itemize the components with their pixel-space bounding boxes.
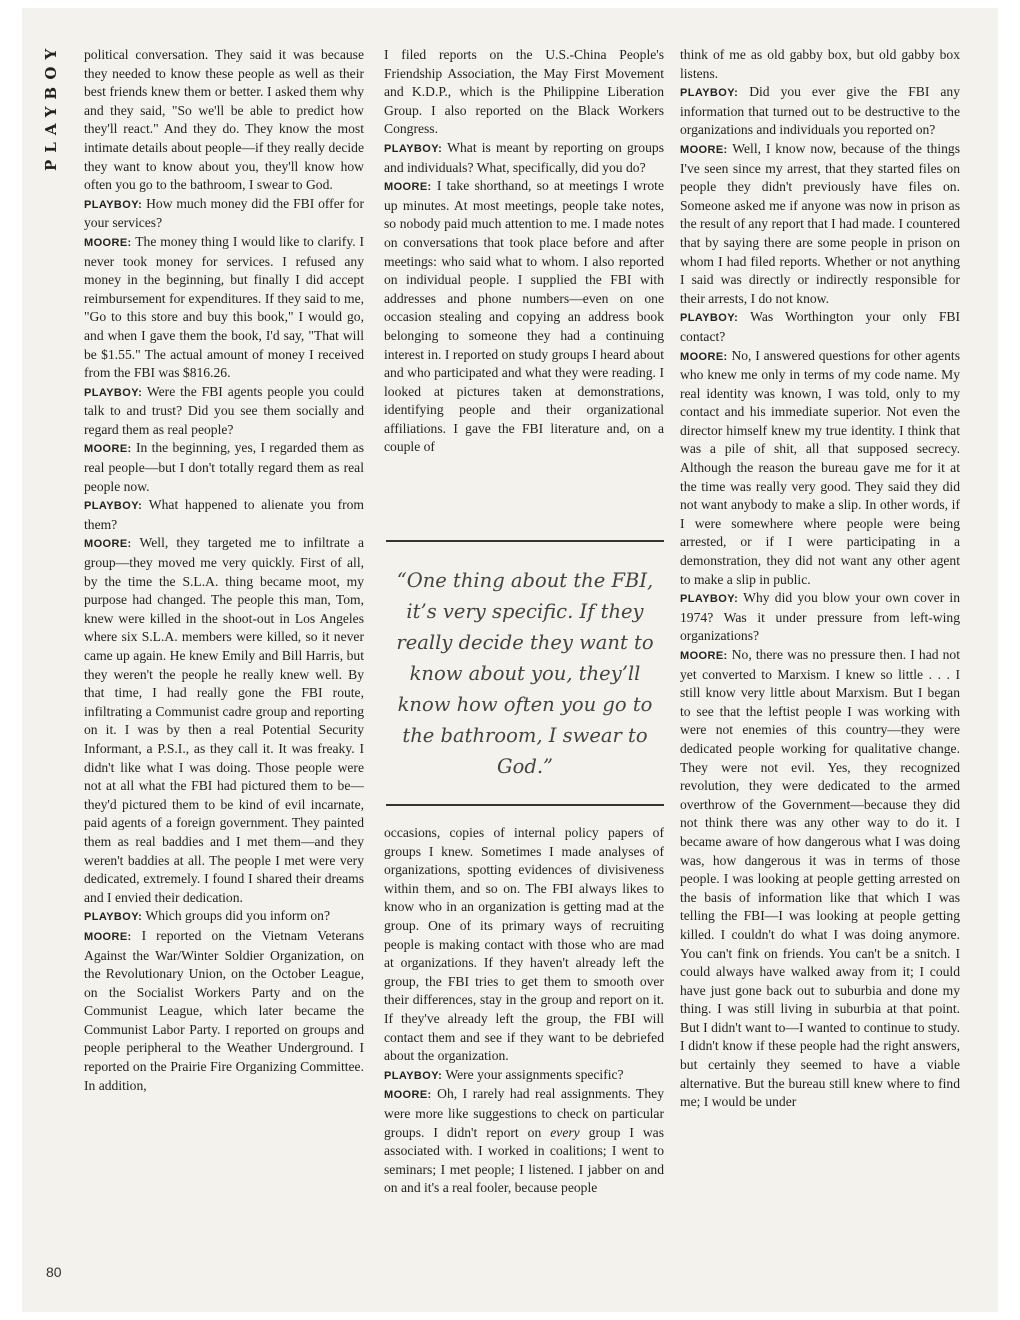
- paragraph: think of me as old gabby box, but old gabby box listens.: [680, 47, 960, 81]
- interview-question: [680, 83, 960, 140]
- interview-answer: [680, 140, 960, 308]
- speaker-label: PLAYBOY:: [680, 312, 739, 325]
- magazine-side-title: PLAYBOY: [42, 42, 60, 172]
- interview-question: [84, 383, 364, 440]
- interview-question: [384, 1066, 664, 1086]
- speaker-label: MOORE:: [384, 1089, 432, 1102]
- answer-text: Well, I know now, because of the things I've seen since my arrest, that they started files on people they didn't previously have files on. Someone asked me if anyone was now in prison as the result of any report that I had made. I countered that by saying there are some people in prison on whom I had filed reports. Whether or not anything I said was directly or indirectly responsible for their arrests, I do not know.: [680, 140, 960, 306]
- interview-answer: [84, 233, 364, 383]
- question-text: Were the FBI agents people you could talk to and trust? Did you see them socially and regard them as real people?: [84, 383, 364, 437]
- speaker-label: PLAYBOY:: [384, 142, 443, 155]
- interview-question: [680, 589, 960, 646]
- speaker-label: PLAYBOY:: [384, 1069, 443, 1082]
- question-text: What is meant by reporting on groups and individuals? What, specifically, did you do?: [384, 139, 664, 175]
- speaker-label: MOORE:: [84, 236, 132, 249]
- interview-answer: [384, 1085, 664, 1198]
- interview-answer: [680, 347, 960, 590]
- speaker-label: PLAYBOY:: [84, 500, 143, 513]
- text-column-2-top: [384, 46, 664, 457]
- speaker-label: MOORE:: [84, 538, 132, 551]
- question-text: Were your assignments specific?: [445, 1066, 624, 1082]
- speaker-label: PLAYBOY:: [680, 593, 739, 606]
- interview-question: [84, 195, 364, 233]
- speaker-label: MOORE:: [680, 650, 728, 662]
- interview-answer: [84, 439, 364, 496]
- text-column-3: [680, 46, 960, 1112]
- interview-answer: [680, 646, 960, 1112]
- speaker-label: MOORE:: [680, 143, 728, 156]
- emphasized-word: every: [550, 1124, 580, 1140]
- interview-answer: [84, 534, 364, 907]
- speaker-label: MOORE:: [84, 930, 132, 943]
- answer-text: In the beginning, yes, I regarded them as real people—but I don't totally regard them as real people now.: [84, 440, 364, 494]
- question-text: Was Worthington your only FBI contact?: [680, 309, 960, 344]
- interview-answer: [384, 177, 664, 457]
- answer-text: Oh, I rarely had real assignments. They were more like suggestions to check on particular groups. I didn't report on: [384, 1086, 664, 1140]
- text-column-1: [84, 46, 364, 1095]
- interview-question: [84, 496, 364, 534]
- speaker-label: MOORE:: [384, 181, 432, 194]
- page-number: 80: [46, 1264, 62, 1280]
- text-column-2-bottom: [384, 824, 664, 1198]
- question-text: Did you ever give the FBI any information that turned out to be destructive to the organizations and individuals you reported on?: [680, 84, 961, 138]
- question-text: What happened to alienate you from them?: [84, 497, 364, 532]
- speaker-label: PLAYBOY:: [84, 911, 143, 924]
- pull-quote: “One thing about the FBI, it’s very specific. If they really decide they want to know about you, they’ll know how often you go to the bathroom, I swear to God.”: [396, 568, 654, 778]
- interview-answer: [84, 927, 364, 1095]
- answer-text: The money thing I would like to clarify. I never took money for services. I refused any money in the beginning, but finally I did accept reimbursement for expenditures. If they said to me, "Go to this store and buy this book," I would go, and when I gave them the book, I'd say, "That will be $1.55." The actual amount of money I received from the FBI was $816.26.: [84, 233, 364, 381]
- question-text: Why did you blow your own cover in 1974? Was it under pressure from left-wing organizations?: [680, 590, 960, 644]
- question-text: How much money did the FBI offer for your services?: [84, 195, 364, 231]
- interview-question: [680, 308, 960, 346]
- answer-text: No, I answered questions for other agents who knew me only in terms of my code name. My real identity was known, I was told, only to my contact and his immediate superior. Not even the director himself knew my true identity. I think that was a pile of shit, all that supposed secrecy. Although the reason the bureau gave me for it at the time was really very good. They said they did not want anybody to make a slip. In other words, if I were somewhere where people were being arrested, or if I were participating in a demonstration, they did not want any other agent to make a slip in public.: [680, 347, 960, 587]
- speaker-label: PLAYBOY:: [84, 386, 143, 399]
- answer-text: Well, they targeted me to infiltrate a group—they moved me very quickly. First of all, by the time the S.L.A. thing became moot, my purpose had changed. The people this man, Tom, knew were killed in the shoot-out in Los Angeles where six S.L.A. members were killed, so it never came up again. He knew Emily and Bill Harris, but they weren't the people he really knew well. By that time, I had really gone the FBI route, infiltrating a Communist cadre group and reporting on it. I was by then a real Potential Security Informant, a P.S.I., as they call it. It was freaky. I didn't like what I was doing. Those people were not at all what the FBI had pictured them to be—they'd pictured them to be kind of evil incarnate, paid agents of a foreign government. They painted them as real baddies and I met them—and they weren't baddies at all. The people I met were very dedicated, extremely. I found I shared their dreams and I envied their dedication.: [84, 535, 364, 905]
- question-text: Which groups did you inform on?: [145, 908, 330, 924]
- interview-question: [384, 139, 664, 177]
- interview-question: [84, 907, 364, 927]
- paragraph: I filed reports on the U.S.-China People's Friendship Association, the May First Movement and K.D.P., which is the Philippine Liberation Group. I also reported on the Black Workers Congress.: [384, 47, 664, 137]
- speaker-label: PLAYBOY:: [680, 87, 739, 100]
- pull-quote-box: [386, 540, 664, 806]
- speaker-label: MOORE:: [680, 350, 728, 363]
- paragraph: political conversation. They said it was because they needed to know these people as well as their best friends knew them or better. I asked them why and they said, "So we'll be able to predict how they'll react." And they do. They know the most intimate details about people—if they really decide they want to know about you, they'll know how often you go to the bathroom, I swear to God.: [84, 47, 364, 193]
- paragraph: occasions, copies of internal policy papers of groups I knew. Sometimes I made analyses of organizations, spotting evidences of divisiveness within them, and so on. The FBI always likes to know who in an organization is getting mad at the group. One of its primary ways of recruiting people is making contact with those who are mad at organizations. If they haven't already left the group, the FBI tries to get them to smooth over their differences, stay in the group and report on it. If they've already left the group, the FBI will contact them and see if they want to be debriefed about the organization.: [384, 825, 664, 1064]
- speaker-label: MOORE:: [84, 443, 132, 456]
- answer-text: I take shorthand, so at meetings I wrote up minutes. At most meetings, people take notes, so nobody paid much attention to me. I made notes on conversations that took place before and after meetings: who said what to whom. I also reported on individual people. I supplied the FBI with addresses and phone numbers—even on one occasion stealing and copying an address book belonging to someone they had a continuing interest in. I reported on study groups I heard about and who participated and what they were reading. I looked at pictures taken at demonstrations, identifying people and their organizational affiliations. I gave the FBI literature and, on a couple of: [384, 178, 664, 455]
- answer-text: No, there was no pressure then. I had not yet converted to Marxism. I knew so little . . . I still know very little about Marxism. But I began to see that the leftist people I was working with were not enemies of this country—they were dedicated people working for qualitative change. They were not evil. Yes, they recognized revolution, they were dedicated to the armed overthrow of the Government—because they did not think there was any other way to do it. I became aware of how dangerous what I was doing was, how dangerous it was in terms of those people. I was looking at people getting arrested on the basis of information like that which I was telling the FBI—I was looking at people getting killed. I couldn't do what I was doing anymore. You can't fink on friends. You can't be a snitch. I could always have walked away from it; I could have just gone back out to suburbia and done my thing. I was still living in suburbia at that point. But I didn't want to—I wanted to continue to study. I didn't know if these people had the right answers, but certainly they seemed to have a viable alternative. But the bureau still knew where to find me; I would be under: [680, 647, 960, 1110]
- answer-text: I reported on the Vietnam Veterans Against the War/Winter Soldier Organization, on the Revolutionary Union, on the October League, on the Socialist Workers Party and on the Communist League, which later became the Communist Labor Party. I reported on groups and people peripheral to the Weather Underground. I reported on the Prairie Fire Organizing Committee. In addition,: [84, 927, 364, 1093]
- answer-text: group I was associated with. I worked in coalitions; I went to seminars; I met people; I listened. I jabber on and on and it's a real fooler, because people: [384, 1124, 664, 1196]
- speaker-label: PLAYBOY:: [84, 198, 143, 211]
